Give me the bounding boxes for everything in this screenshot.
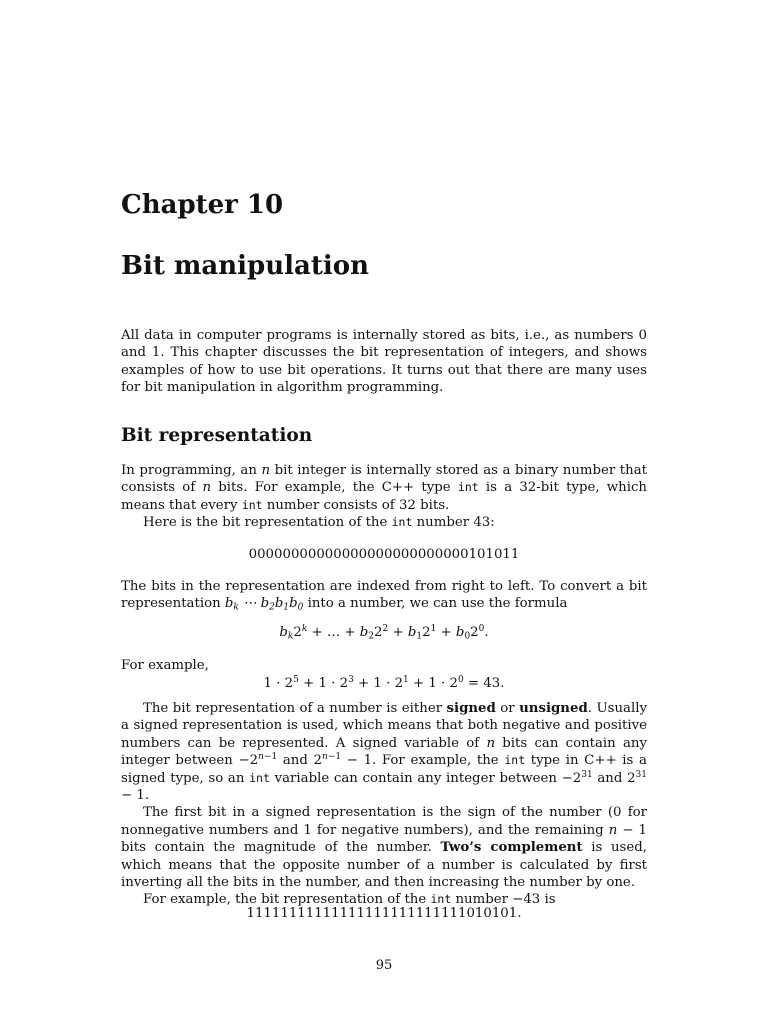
signed-unsigned-section <box>121 700 647 909</box>
paragraph-line-43: Here is the bit representation of the int number 43: <box>143 515 495 531</box>
math-2-pow-minus-1: $2^{n-1} - 1$ <box>313 752 373 769</box>
chapter-number: Chapter 10 <box>121 190 284 220</box>
page-number: 95 <box>375 958 393 973</box>
paragraph-indexing: The bits in the representation are indexed from right to left. To convert a bit representation $b_k$ ⋯ $b_2b_1b_0$ into a number, we can use the formula <box>121 579 647 613</box>
bit-representation-expression: $b_k$ ⋯ $b_2b_1b_0$ <box>224 596 304 613</box>
paragraph-twos-complement: The first bit in a signed representation is the sign of the number (0 for nonnegative numbers and 1 for negative numbers), and the remaining n − 1 bits contain the magnitude of the number. Two’s complement is used, which means that the opposite number of a number is calculated by first inverting all the bits in the number, and then increasing the number by one. <box>121 805 647 891</box>
paragraph-signed-unsigned: The bit representation of a number is either signed or unsigned. Usually a signed representation is used, which means that both negative and positive numbers can be represented. A signed variable of n bits can contain any integer between $-2^{n-1}$ and $2^{n-1} - 1$. For example, the int type in C++ is a signed type, so an int variable can contain any integer between $-2^{31}$ and $2^{31} - 1$. <box>121 701 647 804</box>
bit-string-neg43: 11111111111111111111111111010101. <box>246 906 522 921</box>
example-formula: $1 \cdot 2^5 + 1 \cdot 2^3 + 1 \cdot 2^1 + 1 \cdot 2^0 = 43$. <box>263 675 505 691</box>
math-2-31-minus-1: $2^{31} - 1$ <box>121 769 647 804</box>
conversion-formula: $b_k2^k$ + … + $b_22^2 + b_12^1 + b_02^0$. <box>279 624 489 642</box>
section-heading: Bit representation <box>121 425 313 446</box>
paragraph-neg43-example: For example, the bit representation of the int number −43 is <box>143 892 556 908</box>
chapter-title: Bit manipulation <box>121 251 369 281</box>
math-neg-2-pow: $-2^{n-1}$ <box>238 752 278 769</box>
example-label: For example, <box>121 658 209 673</box>
math-n-minus-1: n − 1 <box>608 822 647 838</box>
bit-string-43: 00000000000000000000000000101011 <box>248 547 520 562</box>
intro-paragraph: All data in computer programs is internally stored as bits, i.e., as numbers 0 and 1. This chapter discusses the bit representation of integers, and shows examples of how to use bit operations. It turns out that there are many uses for bit manipulation in algorithm programming. <box>121 328 647 396</box>
paragraph-bit-representation: In programming, an n bit integer is internally stored as a binary number that consists of n bits. For example, the C++ type int is a 32-bit type, which means that every int number consists of 32 bits. Here is the bit representation of the int number 43: <box>121 463 647 531</box>
math-neg-2-31: $-2^{31}$ <box>561 769 593 786</box>
